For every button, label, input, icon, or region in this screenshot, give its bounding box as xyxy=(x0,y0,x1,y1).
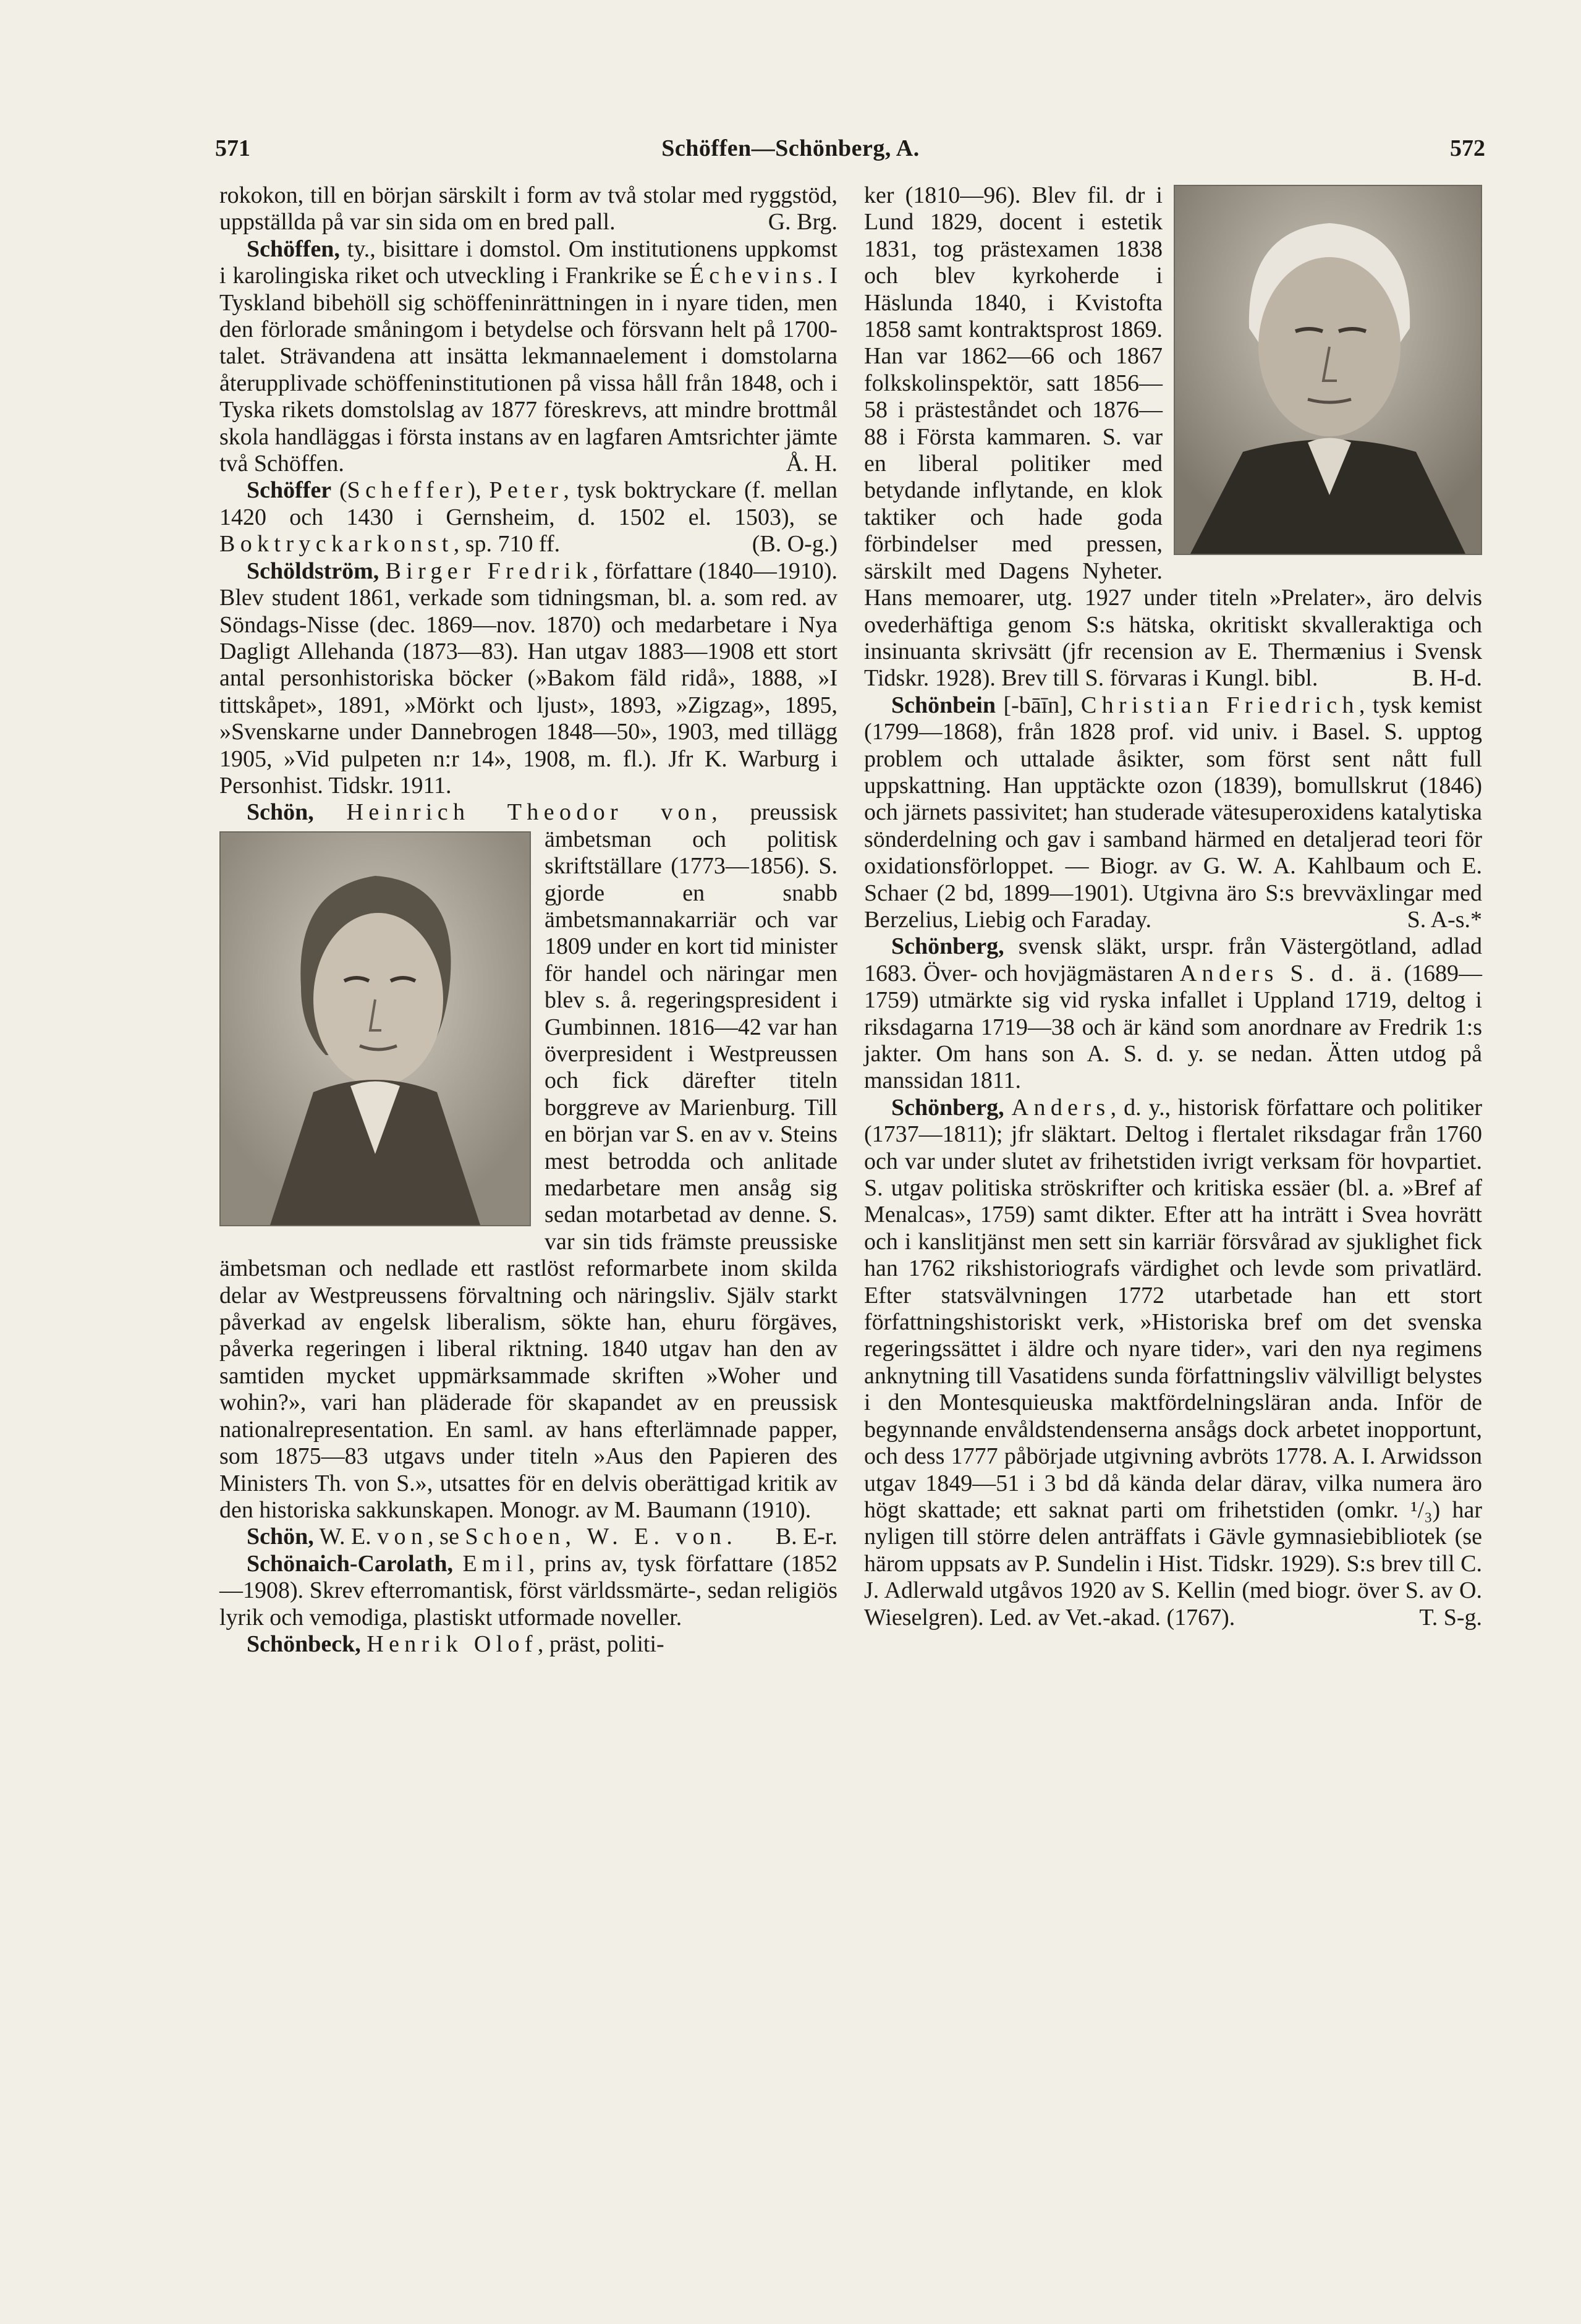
author-signature: (B. O-g.) xyxy=(752,531,837,558)
page-number-right: 572 xyxy=(1450,135,1485,161)
column-right xyxy=(864,182,1482,1631)
headword: Schöffer xyxy=(247,477,332,504)
headword: Schönbein xyxy=(891,692,996,718)
running-head: Schöffen—Schönberg, A. xyxy=(661,135,920,161)
author-signature: Å. H. xyxy=(786,451,837,477)
portrait-schonbeck xyxy=(1174,185,1482,555)
cross-reference: Boktryckarkonst xyxy=(219,531,454,558)
entry-schon-heinrich: Schön, Heinrich Theodor von , preussisk ämbetsman och politisk skriftställare (1773—1856). S. gjorde en snabb ämbetsmannakarriär och var 1809 under en kort tid minister för handel och näringar men blev s. å. regeringspresident i Gumbinnen. 1816—42 var han överpresident i Westpreussen och fick därefter titeln borggreve av Marienburg. Till en början var S. en av v. Steins mest betrodda och anlitade medarbetare men ansåg sig sedan motarbetad av denne. S. var sin tids främste preussiske ämbetsman och nedlade ett rastlöst reformarbete inom skilda delar av Westpreussens förvaltning och näringsliv. Själv starkt påverkad av engelsk liberalism, sökte han, ehuru förgäves, påverka regeringen i liberal riktning. 1840 utgav han den av samtiden mycket uppmärksammade skriften »Woher und wohin?», vari han pläderade för skapandet av en preussisk nationalrepresentation. En saml. av hans efterlämnade papper, som 1875—83 utgavs under titeln »Aus den Papieren des Ministers Th. von S.», utsattes för en delvis oberättigad kritik av den historiska sakkunskapen. Monogr. av M. Baumann (1910). B. E-r. xyxy=(219,799,837,1550)
headword: Schöldström, xyxy=(247,558,379,584)
author-signature: B. H-d. xyxy=(1412,665,1482,692)
headword: Schön, xyxy=(247,1524,314,1550)
cross-reference: Schoen, W. E. von xyxy=(465,1524,727,1550)
author-signature: B. E-r. xyxy=(775,1524,837,1550)
entry-schon-we: Schön, W. E. von, se Schoen, W. E. von. xyxy=(247,1524,732,1550)
headword: Schöffen, xyxy=(247,235,340,262)
headword: Schönberg, xyxy=(891,1094,1004,1121)
author-signature: S. A-s.* xyxy=(1407,906,1482,933)
portrait-engraving-image xyxy=(221,833,530,1225)
page-number-left: 571 xyxy=(215,135,250,161)
column-left xyxy=(219,182,837,1658)
entry-schonaich-carolath: Schönaich-Carolath, Emil, prins av, tysk författare (1852—1908). Skrev efterromantisk, först världssmärte-, sedan religiös lyrik och vemodiga, plastiskt utformade noveller. xyxy=(219,1550,837,1631)
headword: Schönberg, xyxy=(891,933,1004,960)
author-signature: T. S-g. xyxy=(1419,1604,1482,1631)
entry-scholdstrom: Schöldström, Birger Fredrik, författare (1840—1910). Blev student 1861, verkade som tidningsman, bl. a. som red. av Söndags-Nisse (dec. 1869—nov. 1870) och medarbetare i Nya Dagligt Allehanda (1873—83). Han utgav 1883—1908 ett stort antal personhistoriska böcker (»Bakom fäld ridå», 1888, »I tittskåpet», 1891, »Mörkt och ljust», 1893, »Zigzag», 1895, »Svenskarne under Dannebrogen 1848—50», 1903, med tillägg 1905, »Vid pulpeten n:r 14», 1908, m. fl.). Jfr K. Warburg i Personhist. Tidskr. 1911. xyxy=(219,558,837,799)
entry-schonberg-family: Schönberg, svensk släkt, urspr. från Västergötland, adlad 1683. Över- och hovjägmästaren Anders S. d. ä. (1689—1759) utmärkte sig vid ryska infallet i Uppland 1719, deltog i riksdagarna 1719—38 och är känd som anordnare av Fredrik 1:s jakter. Om hans son A. S. d. y. se nedan. Ätten utdog på manssidan 1811. xyxy=(864,933,1482,1094)
headword: Schönbeck, xyxy=(247,1631,361,1657)
cross-reference: Échevins xyxy=(689,263,817,289)
headword: Schönaich-Carolath, xyxy=(247,1550,453,1577)
entry-schonbeck: Schönbeck, Henrik Olof, präst, politi- xyxy=(247,1631,664,1657)
entry-continuation: rokokon, till en början särskilt i form av två stolar med ryggstöd, uppställda på var sin sida om en bred pall. G. Brg. xyxy=(219,182,837,235)
headword: Schön, xyxy=(247,799,314,826)
author-signature: G. Brg. xyxy=(768,209,837,235)
entry-schoffer: Schöffer (Scheffer), Peter, tysk boktryckare (f. mellan 1420 och 1430 i Gernsheim, d. 1502 el. 1503), se Boktryckarkonst, sp. 710 ff. (B. O-g.) xyxy=(219,477,837,558)
entry-schoffen: Schöffen, ty., bisittare i domstol. Om institutionens uppkomst i karolingiska riket och utveckling i Frankrike se Échevins. I Tyskland bibehöll sig schöffeninrättningen in i nyare tiden, men den förlorade småningom i betydelse och försvann helt på 1700-talet. Strävandena att insätta lekmannaelement i domstolarna återupplivade schöffeninstitutionen på vissa håll från 1848, och i Tyska rikets domstolslag av 1877 föreskrevs, att mindre brottmål skola handläggas i första instans av en lagfaren Amtsrichter jämte två Schöffen. Å. H. xyxy=(219,235,837,477)
entry-schonberg-anders: Schönberg, Anders, d. y., historisk författare och politiker (1737—1811); jfr släktart. Deltog i flertalet riksdagar från 1760 och var under slutet av frihetstiden ivrigt verksam för hovpartiet. S. utgav politiska ströskrifter och kritiska essäer (bl. a. »Bref af Menalcas», 1759) samt dikter. Efter att ha inträtt i Svea hovrätt och i kanslitjänst men sett sin karriär försvårad av sjuklighet fick han 1762 rikshistoriografs värdighet och levde som privatlärd. Efter statsvälvningen 1772 utarbetade han ett stort författningshistoriskt verk, »Historiska bref om det svenska regeringssättet i äldre och nyare tider», vari den nya regimens anknytning till Vasatidens sunda författningsliv välvilligt belystes i den Montesquieuska maktfördelningsläran anda. Inför de begynnande envåldstendenserna ansågs dock arbetet inopportunt, och dess 1777 påbörjade utgivning avbröts 1778. A. I. Arwidsson utgav 1849—51 i 3 bd då kända delar därav, vilka numera äro högt skattade; ett saknat parti om frihetstiden (omkr. ¹/₃) har nyligen till större delen anträffats i Gävle gymnasiebibliotek (se härom uppsats av P. Sundelin i Hist. Tidskr. 1929). S:s brev till C. J. Adlerwald utgåvos 1920 av S. Kellin (med biogr. över S. av O. Wieselgren). Led. av Vet.-akad. (1767). T. S-g. xyxy=(864,1094,1483,1631)
portrait-photo-image xyxy=(1175,186,1481,554)
portrait-schon xyxy=(219,831,531,1226)
entry-schonbeck-continuation: ker (1810—96). Blev fil. dr i Lund 1829, docent i estetik 1831, tog prästexamen 1838 och blev kyrkoherde i Häslunda 1840, i Kvistofta 1858 samt kontraktsprost 1869. Han var 1862—66 och 1867 folkskolinspektör, satt 1856—58 i prästeståndet och 1876—88 i Första kammaren. S. var en liberal politiker med betydande inflytande, en klok taktiker och hade goda förbindelser med pressen, särskilt med Dagens Nyheter. Hans memoarer, utg. 1927 under titeln »Prelater», äro delvis ovederhäftiga genom S:s hätska, okritiskt skvalleraktiga och insinuanta skrivsätt (jfr recension av E. Thermænius i Svensk Tidskr. 1928). Brev till S. förvaras i Kungl. bibl. B. H-d. xyxy=(864,182,1482,692)
entry-schonbein: Schönbein [-bāīn], Christian Friedrich, tysk kemist (1799—1868), från 1828 prof. vid univ. i Basel. S. upptog problem och uttalade åsikter, som först sent nått full uppskattning. Han upptäckte ozon (1839), bomullskrut (1846) och järnets passivitet; han studerade vätesuperoxidens katalytiska sönderdelning och gav i samband härmed en detaljerad teori för oxidationsförloppet. — Biogr. av G. W. A. Kahlbaum och E. Schaer (2 bd, 1899—1901). Utgivna äro S:s brevväxlingar med Berzelius, Liebig och Faraday. S. A-s.* xyxy=(864,692,1482,933)
